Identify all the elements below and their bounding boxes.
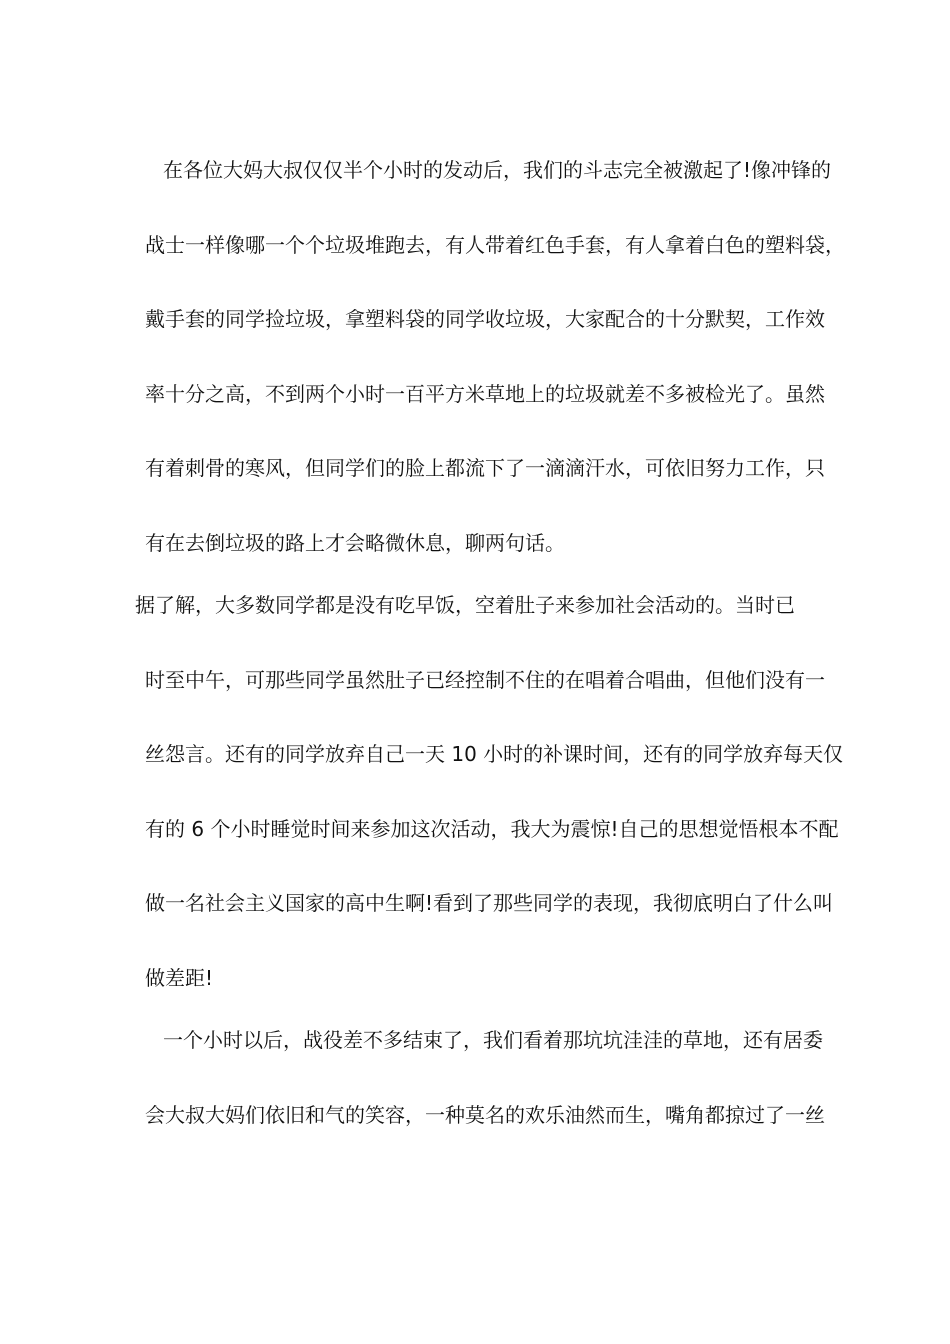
body-text [135,133,845,1152]
paragraph-1 [145,133,845,580]
paragraph-2 [135,568,844,1015]
paragraph-line: 时至中午，可那些同学虽然肚子已经控制不住的在唱着合唱曲，但他们没有一 [145,667,825,692]
paragraph-line: 一个小时以后，战役差不多结束了，我们看着那坑坑洼洼的草地，还有居委 [163,1028,823,1052]
paragraph-line: 戴手套的同学捡垃圾，拿塑料袋的同学收垃圾，大家配合的十分默契，工作效 [145,307,825,331]
paragraph-line: 有在去倒垃圾的路上才会略微休息，聊两句话。 [145,530,565,555]
paragraph-line: 在各位大妈大叔仅仅半个小时的发动后，我们的斗志完全被激起了!像冲锋的 [163,158,832,182]
paragraph-line: 有的 6 个小时睡觉时间来参加这次活动，我大为震惊!自己的思想觉悟根本不配 [145,816,839,841]
paragraph-line: 丝怨言。还有的同学放弃自己一天 10 小时的补课时间，还有的同学放弃每天仅 [145,742,844,766]
paragraph-line: 有着刺骨的寒风，但同学们的脸上都流下了一滴滴汗水，可依旧努力工作，只 [145,456,825,480]
paragraph-line: 会大叔大妈们依旧和气的笑容，一种莫名的欢乐油然而生，嘴角都掠过了一丝 [145,1102,825,1127]
paragraph-line: 战士一样像哪一个个垃圾堆跑去，有人带着红色手套，有人拿着白色的塑料袋， [145,232,845,257]
paragraph-line: 据了解，大多数同学都是没有吃早饭，空着肚子来参加社会活动的。当时已 [135,593,795,617]
paragraph-line: 做一名社会主义国家的高中生啊!看到了那些同学的表现，我彻底明白了什么叫 [145,891,834,915]
paragraph-line: 做差距! [145,965,214,990]
paragraph-3 [145,1003,825,1152]
paragraph-line: 率十分之高，不到两个小时一百平方米草地上的垃圾就差不多被检光了。虽然 [145,381,825,406]
